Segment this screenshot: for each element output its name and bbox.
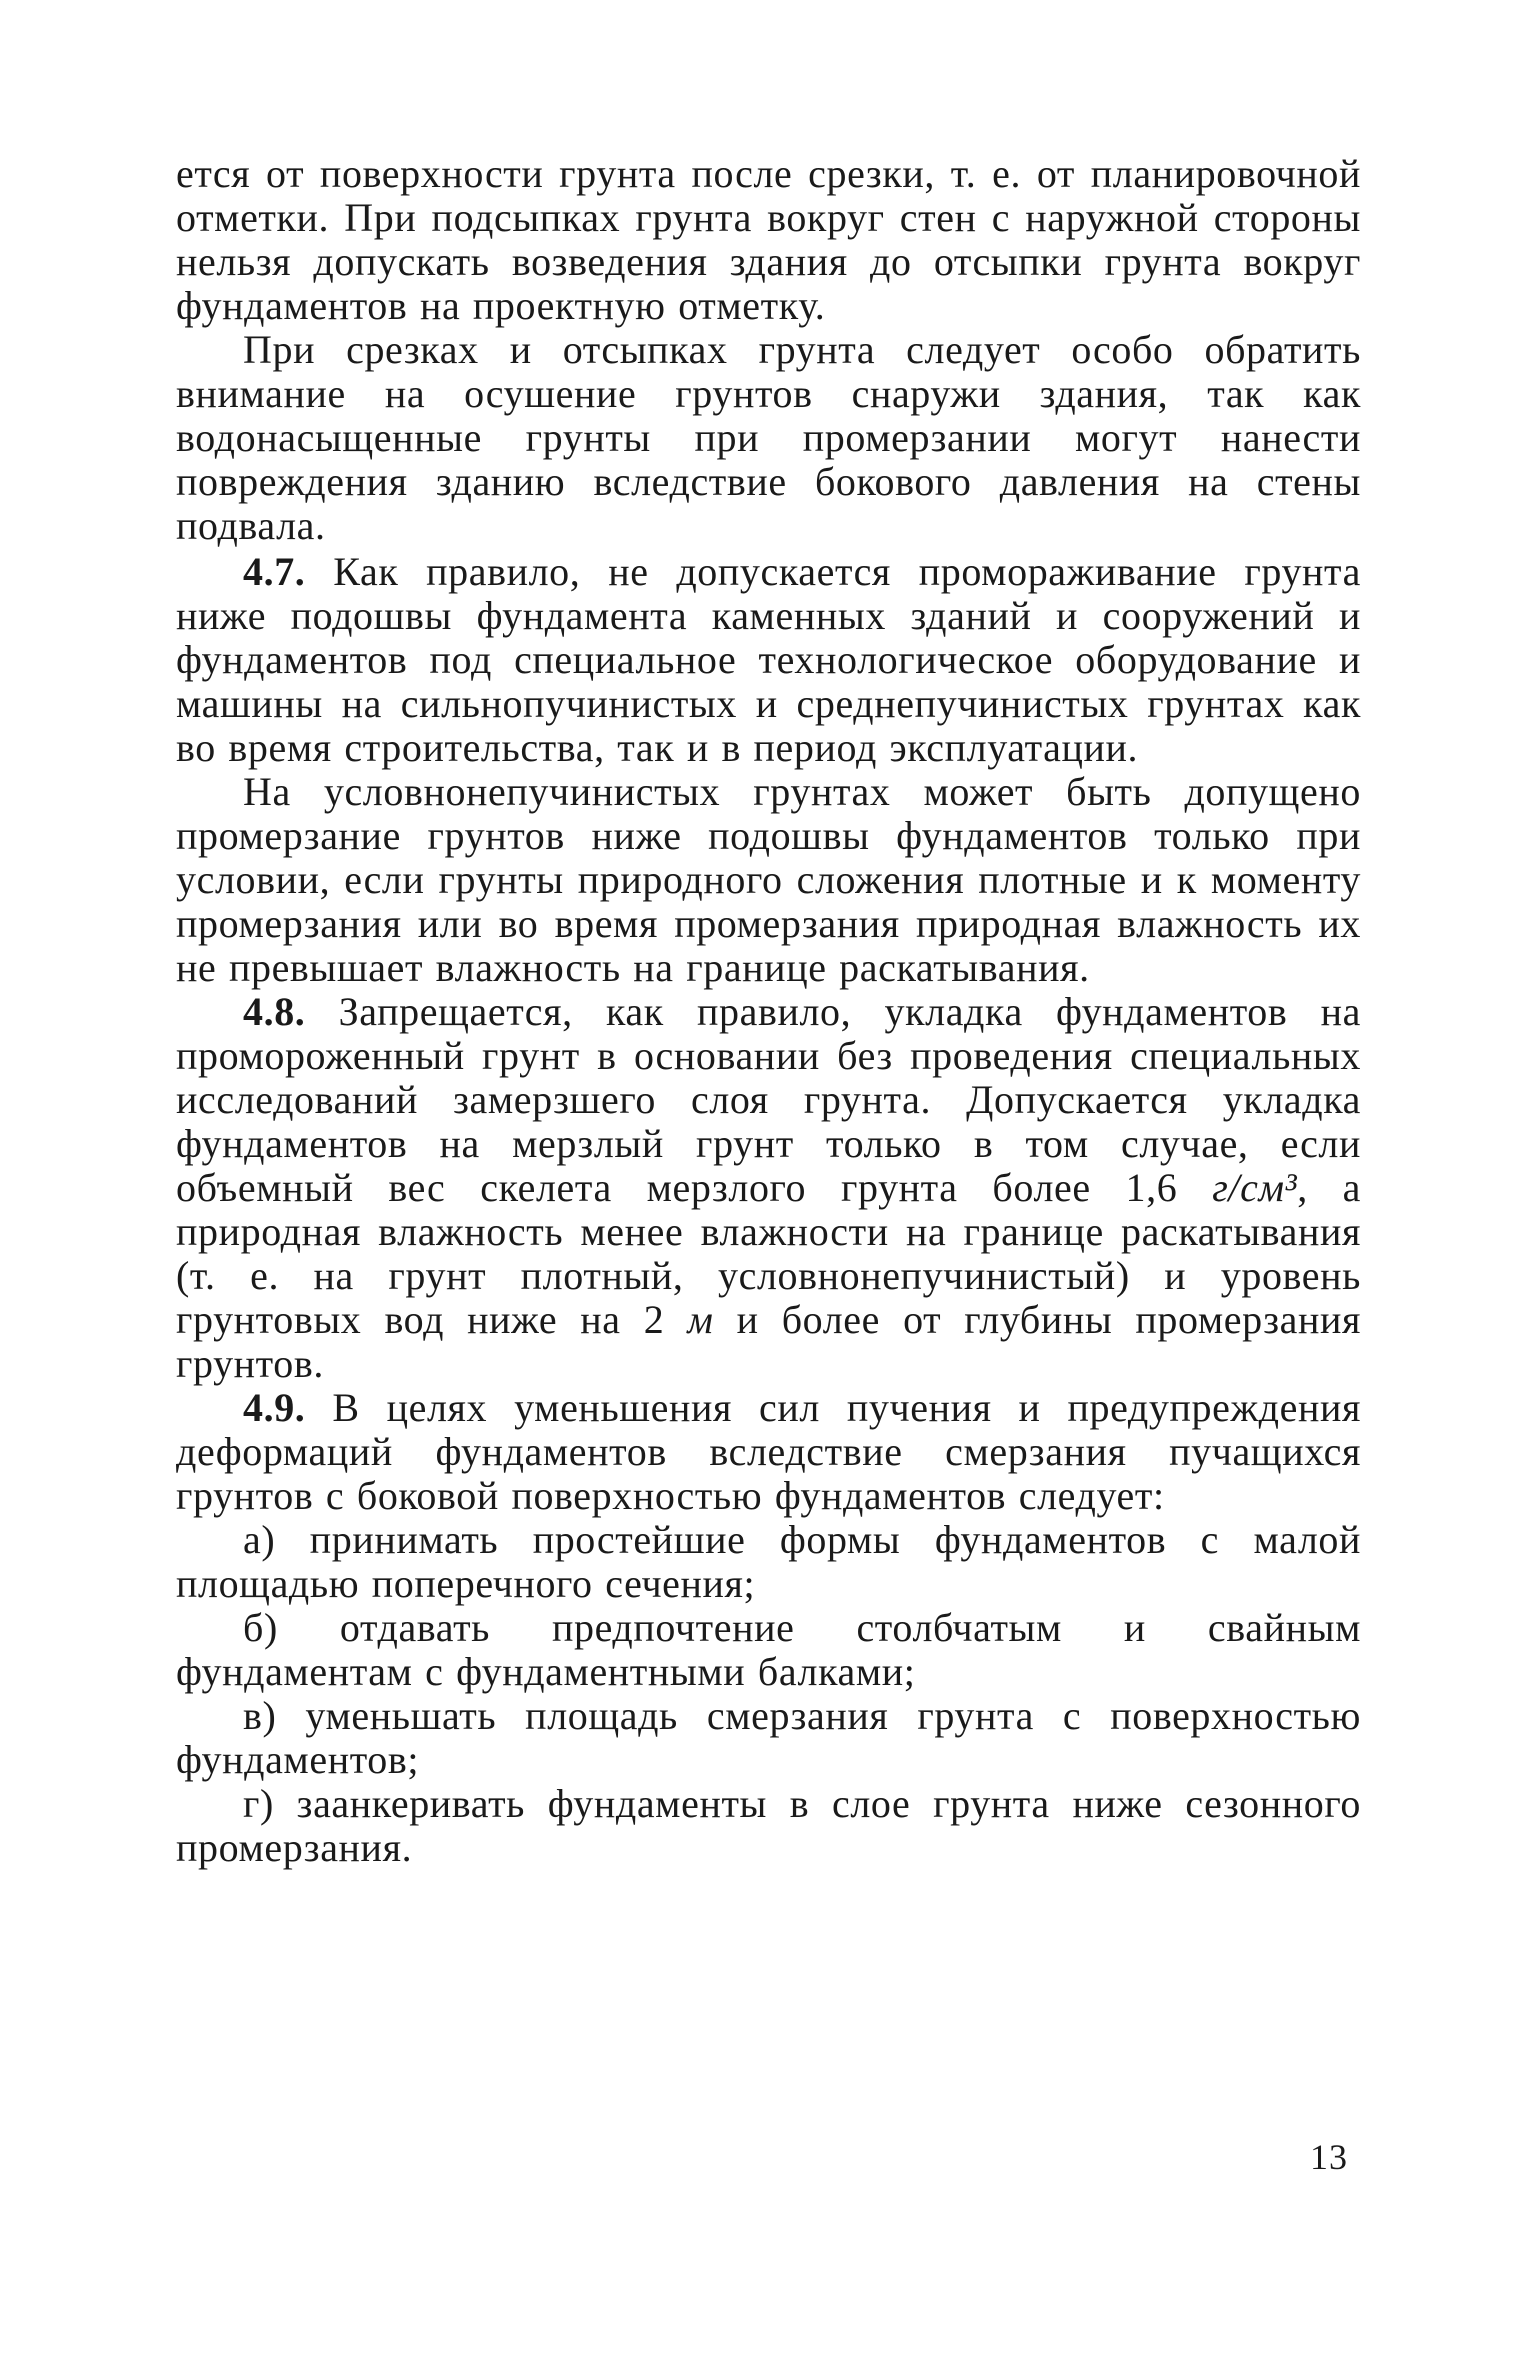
paragraph-text: и более от глубины промерзания грунтов. <box>176 1297 1361 1386</box>
paragraph-text: Как правило, не допускается промораживание грунта ниже подошвы фундамента каменных зданий и сооружений и фундаментов под специальное технологическое оборудование и машины на сильнопучинистых и среднепучинистых грунтах как во время строительства, так и в период эксплуатации. <box>176 549 1361 770</box>
paragraph-non-heaving-soils: На условнонепучинистых грунтах может быть допущено промерзание грунтов ниже подошвы фундаментов только при условии, если грунты природного сложения плотные и к моменту промерзания или во время промерзания природная влажность их не превышает влажность на границе раскатывания. <box>176 769 1361 990</box>
list-item-g: г) заанкеривать фундаменты в слое грунта ниже сезонного промерзания. <box>176 1781 1361 1870</box>
page-number: 13 <box>1310 2137 1348 2177</box>
list-item-v: в) уменьшать площадь смерзания грунта с поверхностью фундаментов; <box>176 1693 1361 1782</box>
section-number: 4.9. <box>243 1385 306 1430</box>
paragraph-4-7 <box>176 550 1361 770</box>
unit-meter: м <box>687 1297 714 1342</box>
paragraph-4-9 <box>176 1386 1361 1518</box>
paragraph-continuation: ется от поверхности грунта после срезки, т. е. от планировочной отметки. При подсыпках грунта вокруг стен с наружной стороны нельзя допускать возведения здания до отсыпки грунта вокруг фундаментов на проектную отметку. <box>176 151 1361 328</box>
section-number: 4.7. <box>243 549 306 594</box>
paragraph-text: , а природная влажность менее влажности на границе раскатывания (т. е. на грунт плотный, условнонепучинистый) и уровень грунтовых вод ниже на 2 <box>176 1165 1361 1342</box>
body-text <box>176 152 1361 1870</box>
paragraph-drainage: При срезках и отсыпках грунта следует особо обратить внимание на осушение грунтов снаружи здания, так как водонасыщенные грунты при промерзании могут нанести повреждения зданию вследствие бокового давления на стены подвала. <box>176 327 1361 548</box>
paragraph-text: В целях уменьшения сил пучения и предупреждения деформаций фундаментов вследствие смерзания пучащихся грунтов с боковой поверхностью фундаментов следует: <box>176 1385 1361 1518</box>
unit-density: г/см³ <box>1212 1165 1298 1210</box>
paragraph-4-8 <box>176 990 1361 1386</box>
section-number: 4.8. <box>243 989 306 1034</box>
list-item-a: а) принимать простейшие формы фундаментов с малой площадью поперечного сечения; <box>176 1517 1361 1606</box>
paragraph-text: Запрещается, как правило, укладка фундаментов на промороженный грунт в основании без проведения специальных исследований замерзшего слоя грунта. Допускается укладка фундаментов на мерзлый грунт только в том случае, если объемный вес скелета мерзлого грунта более 1,6 <box>176 989 1362 1210</box>
list-item-b: б) отдавать предпочтение столбчатым и свайным фундаментам с фундаментными балками; <box>176 1605 1361 1694</box>
